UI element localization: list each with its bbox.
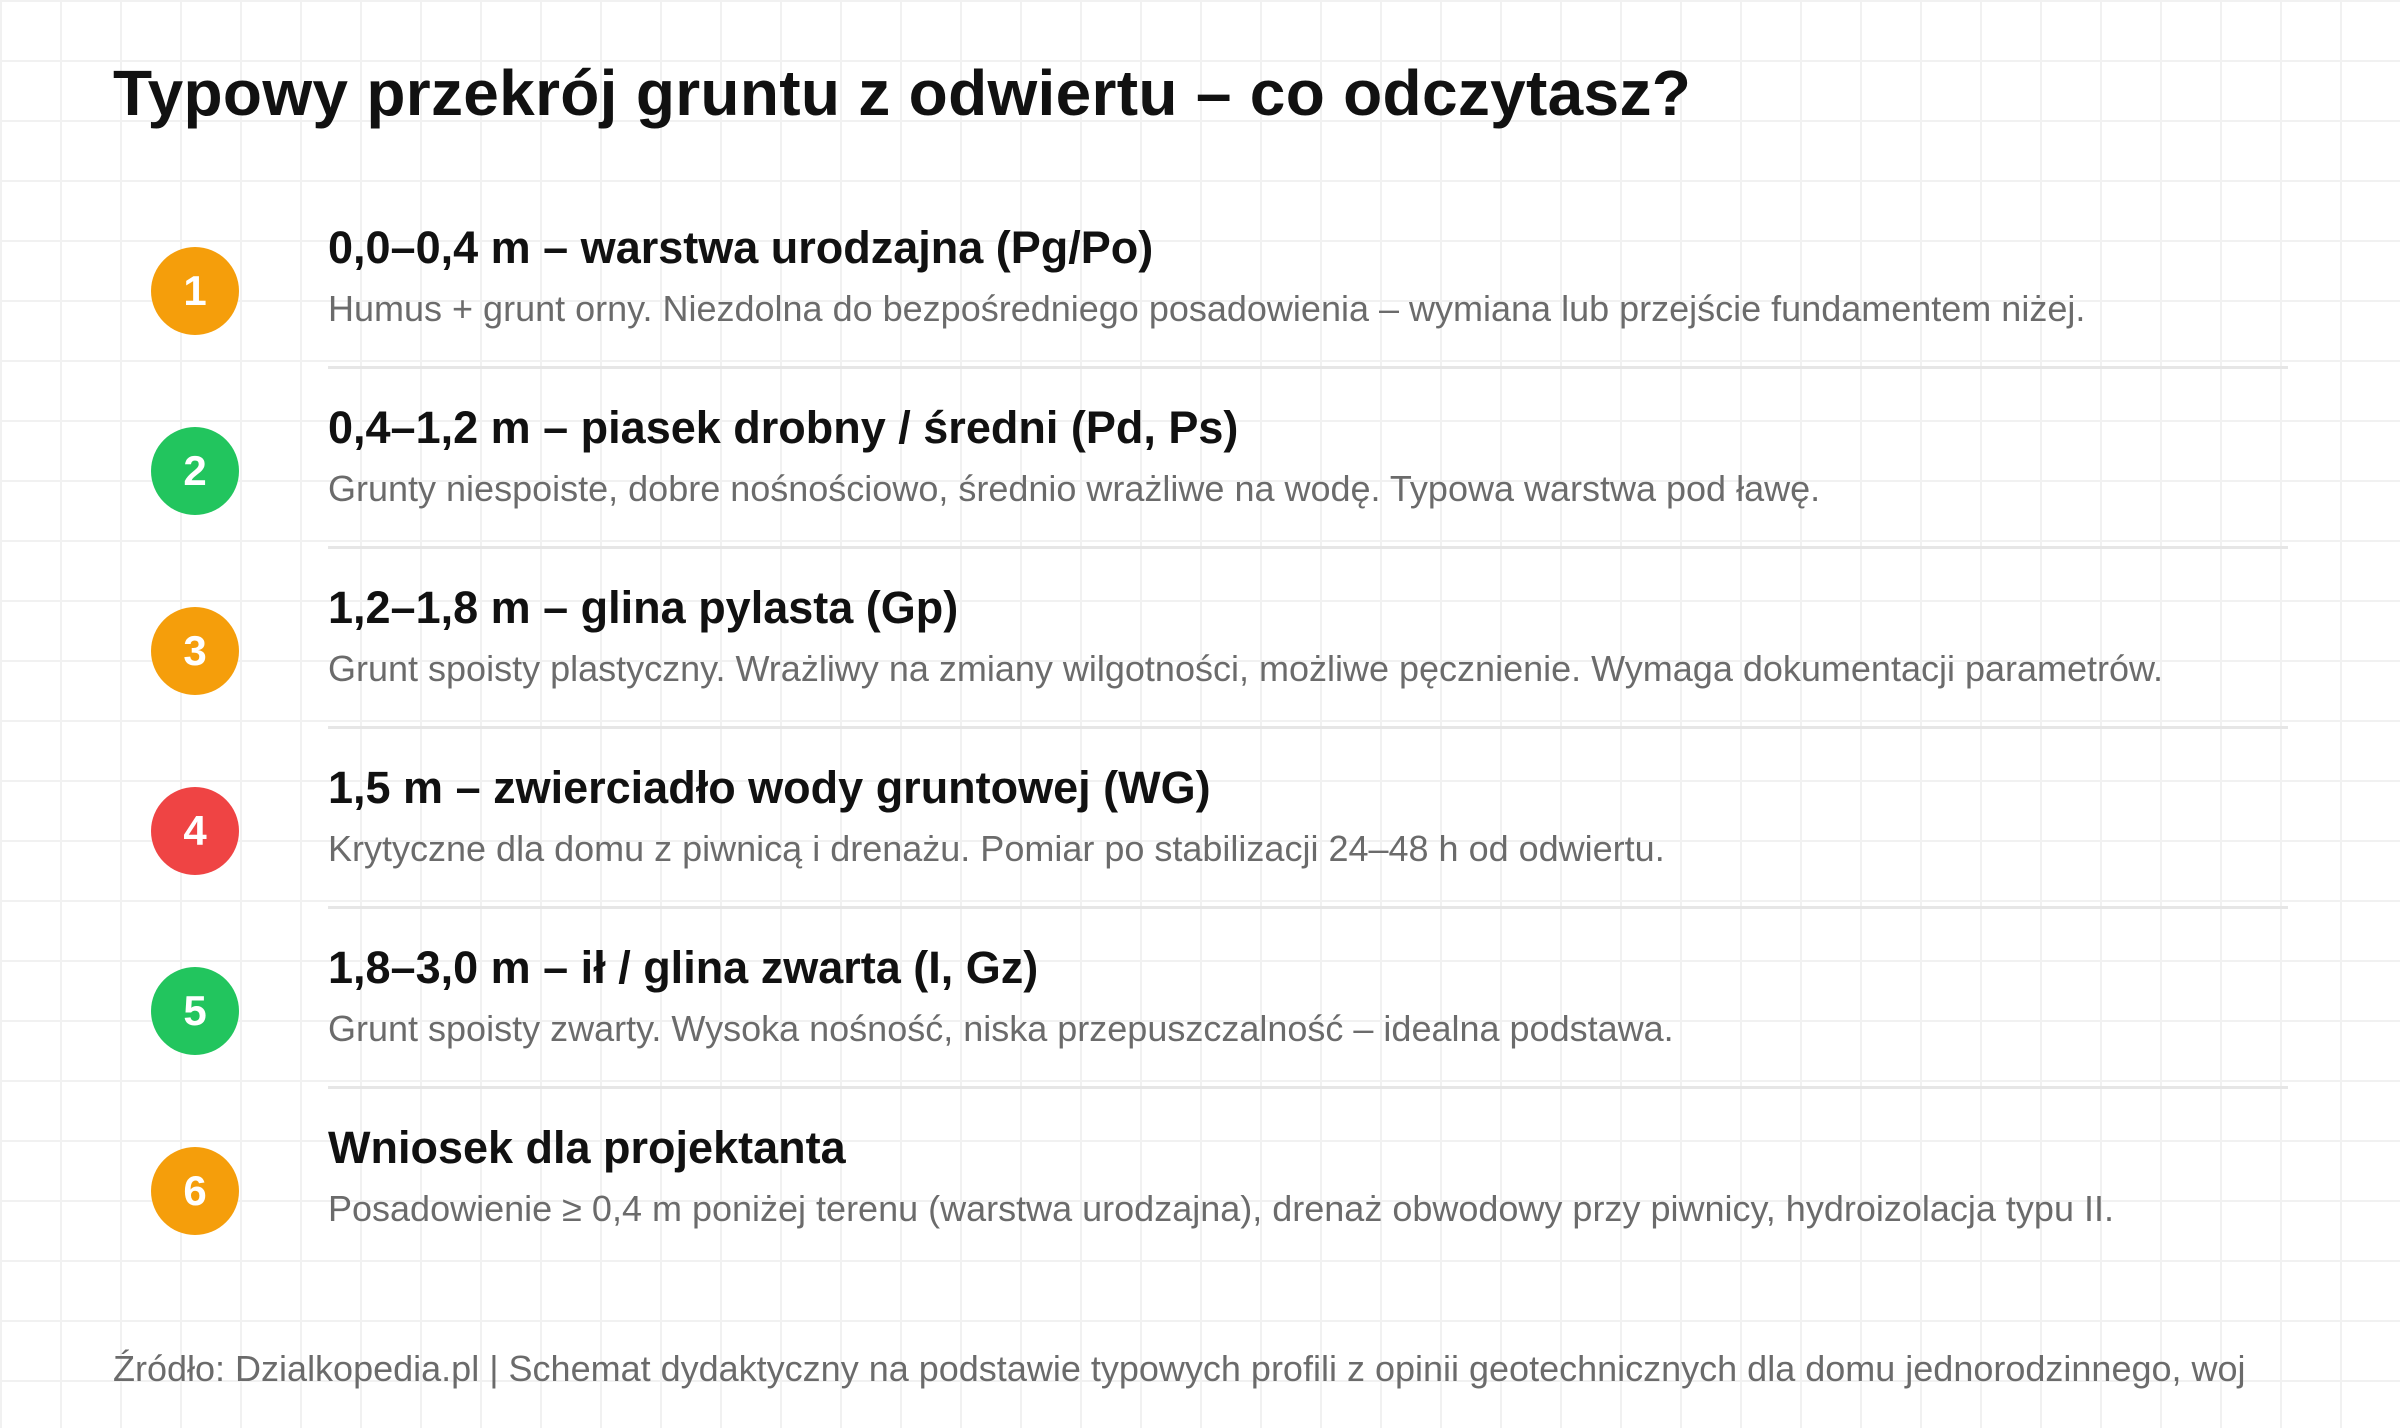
divider: [328, 1086, 2288, 1089]
step-title: 0,0–0,4 m – warstwa urodzajna (Pg/Po): [328, 222, 1154, 273]
step-title: 1,2–1,8 m – glina pylasta (Gp): [328, 582, 959, 633]
step-number-badge: 4: [151, 787, 239, 875]
divider: [328, 546, 2288, 549]
step-description: Grunt spoisty plastyczny. Wrażliwy na zmiany wilgotności, możliwe pęcznienie. Wymaga dokumentacji parametrów.: [328, 648, 2164, 689]
step-title: 0,4–1,2 m – piasek drobny / średni (Pd, Ps): [328, 402, 1239, 453]
step-description: Posadowienie ≥ 0,4 m poniżej terenu (warstwa urodzajna), drenaż obwodowy przy piwnicy, hydroizolacja typu II.: [328, 1188, 2114, 1229]
divider: [328, 366, 2288, 369]
step-number-badge: 6: [151, 1147, 239, 1235]
step-number-badge: 3: [151, 607, 239, 695]
list-item: [0, 200, 2400, 380]
step-number-badge: 2: [151, 427, 239, 515]
step-number-badge: 1: [151, 247, 239, 335]
list-item: [0, 560, 2400, 740]
list-item: [0, 380, 2400, 560]
step-title: 1,8–3,0 m – ił / glina zwarta (I, Gz): [328, 942, 1039, 993]
list-item: [0, 1100, 2400, 1280]
list-item: [0, 920, 2400, 1100]
step-description: Grunt spoisty zwarty. Wysoka nośność, niska przepuszczalność – idealna podstawa.: [328, 1008, 1674, 1049]
step-description: Krytyczne dla domu z piwnicą i drenażu. Pomiar po stabilizacji 24–48 h od odwiertu.: [328, 828, 1665, 869]
source-note: Źródło: Dzialkopedia.pl | Schemat dydaktyczny na podstawie typowych profili z opinii geotechnicznych dla domu jednorodzinnego, woj: [113, 1348, 2246, 1389]
soil-layer-list: [0, 200, 2400, 1280]
step-description: Humus + grunt orny. Niezdolna do bezpośredniego posadowienia – wymiana lub przejście fundamentem niżej.: [328, 288, 2086, 329]
step-title: Wniosek dla projektanta: [328, 1122, 846, 1173]
step-title: 1,5 m – zwierciadło wody gruntowej (WG): [328, 762, 1211, 813]
divider: [328, 726, 2288, 729]
step-description: Grunty niespoiste, dobre nośnościowo, średnio wrażliwe na wodę. Typowa warstwa pod ławę.: [328, 468, 1821, 509]
list-item: [0, 740, 2400, 920]
divider: [328, 906, 2288, 909]
page-title: Typowy przekrój gruntu z odwiertu – co odczytasz?: [113, 57, 1692, 129]
step-number-badge: 5: [151, 967, 239, 1055]
